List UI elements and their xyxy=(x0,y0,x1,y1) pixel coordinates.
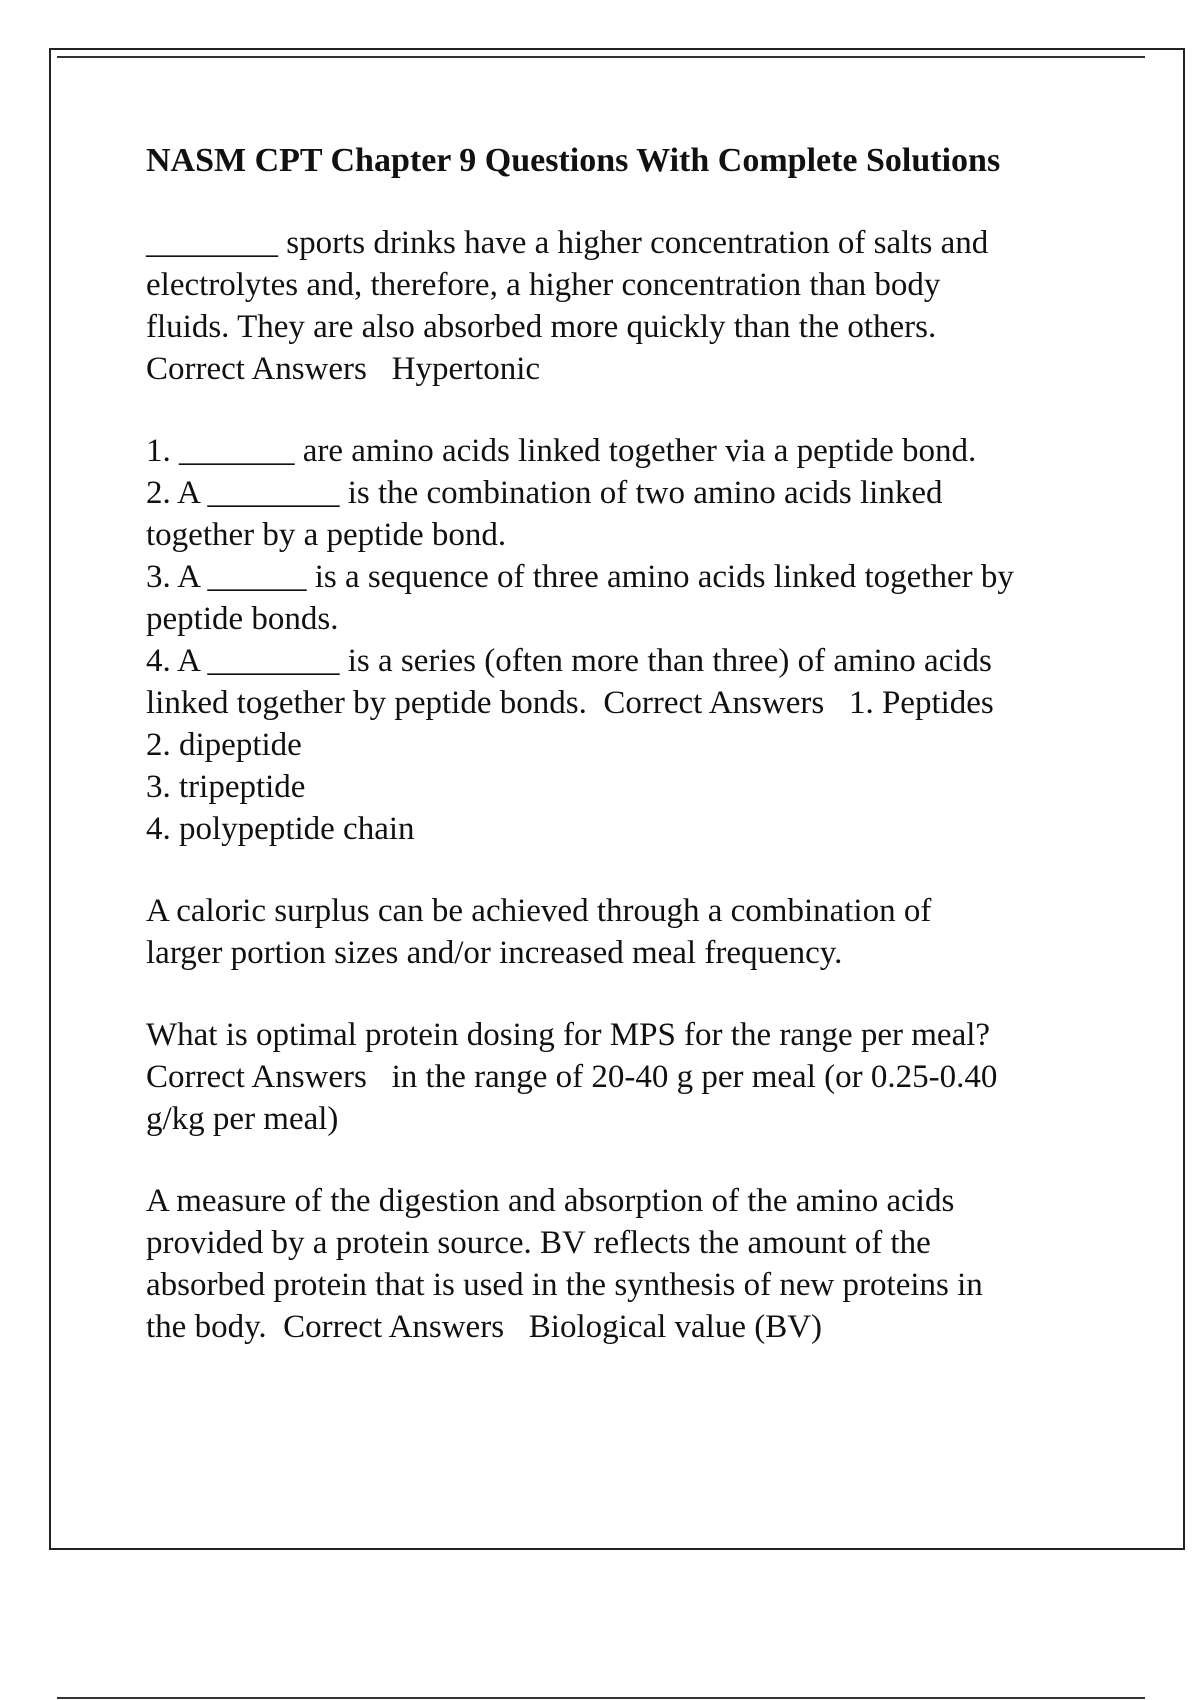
text-line: Correct Answers Hypertonic xyxy=(146,351,541,387)
text-line: g/kg per meal) xyxy=(146,1101,339,1137)
text-line: together by a peptide bond. xyxy=(146,517,507,553)
qa-block-biological-value xyxy=(146,1180,1096,1348)
document-content xyxy=(146,140,1096,1388)
document-title: NASM CPT Chapter 9 Questions With Complete Solutions xyxy=(146,142,1001,179)
text-line: A measure of the digestion and absorption of the amino acids xyxy=(146,1183,955,1219)
text-line: the body. Correct Answers Biological value (BV) xyxy=(146,1309,823,1345)
text-line: electrolytes and, therefore, a higher concentration than body xyxy=(146,267,941,303)
text-line: absorbed protein that is used in the synthesis of new proteins in xyxy=(146,1267,983,1303)
text-line: A caloric surplus can be achieved through a combination of xyxy=(146,893,932,929)
text-line: 4. A ________ is a series (often more than three) of amino acids xyxy=(146,643,992,679)
text-line: What is optimal protein dosing for MPS for the range per meal? xyxy=(146,1017,991,1053)
qa-block-protein-dosing xyxy=(146,1014,1096,1140)
top-rule-line xyxy=(57,56,1145,58)
bottom-rule-line xyxy=(57,1697,1145,1699)
text-line: 1. _______ are amino acids linked together via a peptide bond. xyxy=(146,433,977,469)
text-line: larger portion sizes and/or increased meal frequency. xyxy=(146,935,843,971)
text-line: 4. polypeptide chain xyxy=(146,811,415,847)
qa-block-hypertonic xyxy=(146,222,1096,390)
text-line: Correct Answers in the range of 20-40 g per meal (or 0.25-0.40 xyxy=(146,1059,998,1095)
qa-block-peptides xyxy=(146,430,1096,850)
text-line: linked together by peptide bonds. Correct Answers 1. Peptides xyxy=(146,685,994,721)
text-line: peptide bonds. xyxy=(146,601,339,637)
text-line: 3. A ______ is a sequence of three amino acids linked together by xyxy=(146,559,1014,595)
text-line: 3. tripeptide xyxy=(146,769,306,805)
text-line: fluids. They are also absorbed more quickly than the others. xyxy=(146,309,937,345)
text-line: 2. A ________ is the combination of two amino acids linked xyxy=(146,475,943,511)
text-line: 2. dipeptide xyxy=(146,727,302,763)
text-line: ________ sports drinks have a higher concentration of salts and xyxy=(146,225,989,261)
qa-block-caloric-surplus xyxy=(146,890,1096,974)
text-line: provided by a protein source. BV reflects the amount of the xyxy=(146,1225,931,1261)
